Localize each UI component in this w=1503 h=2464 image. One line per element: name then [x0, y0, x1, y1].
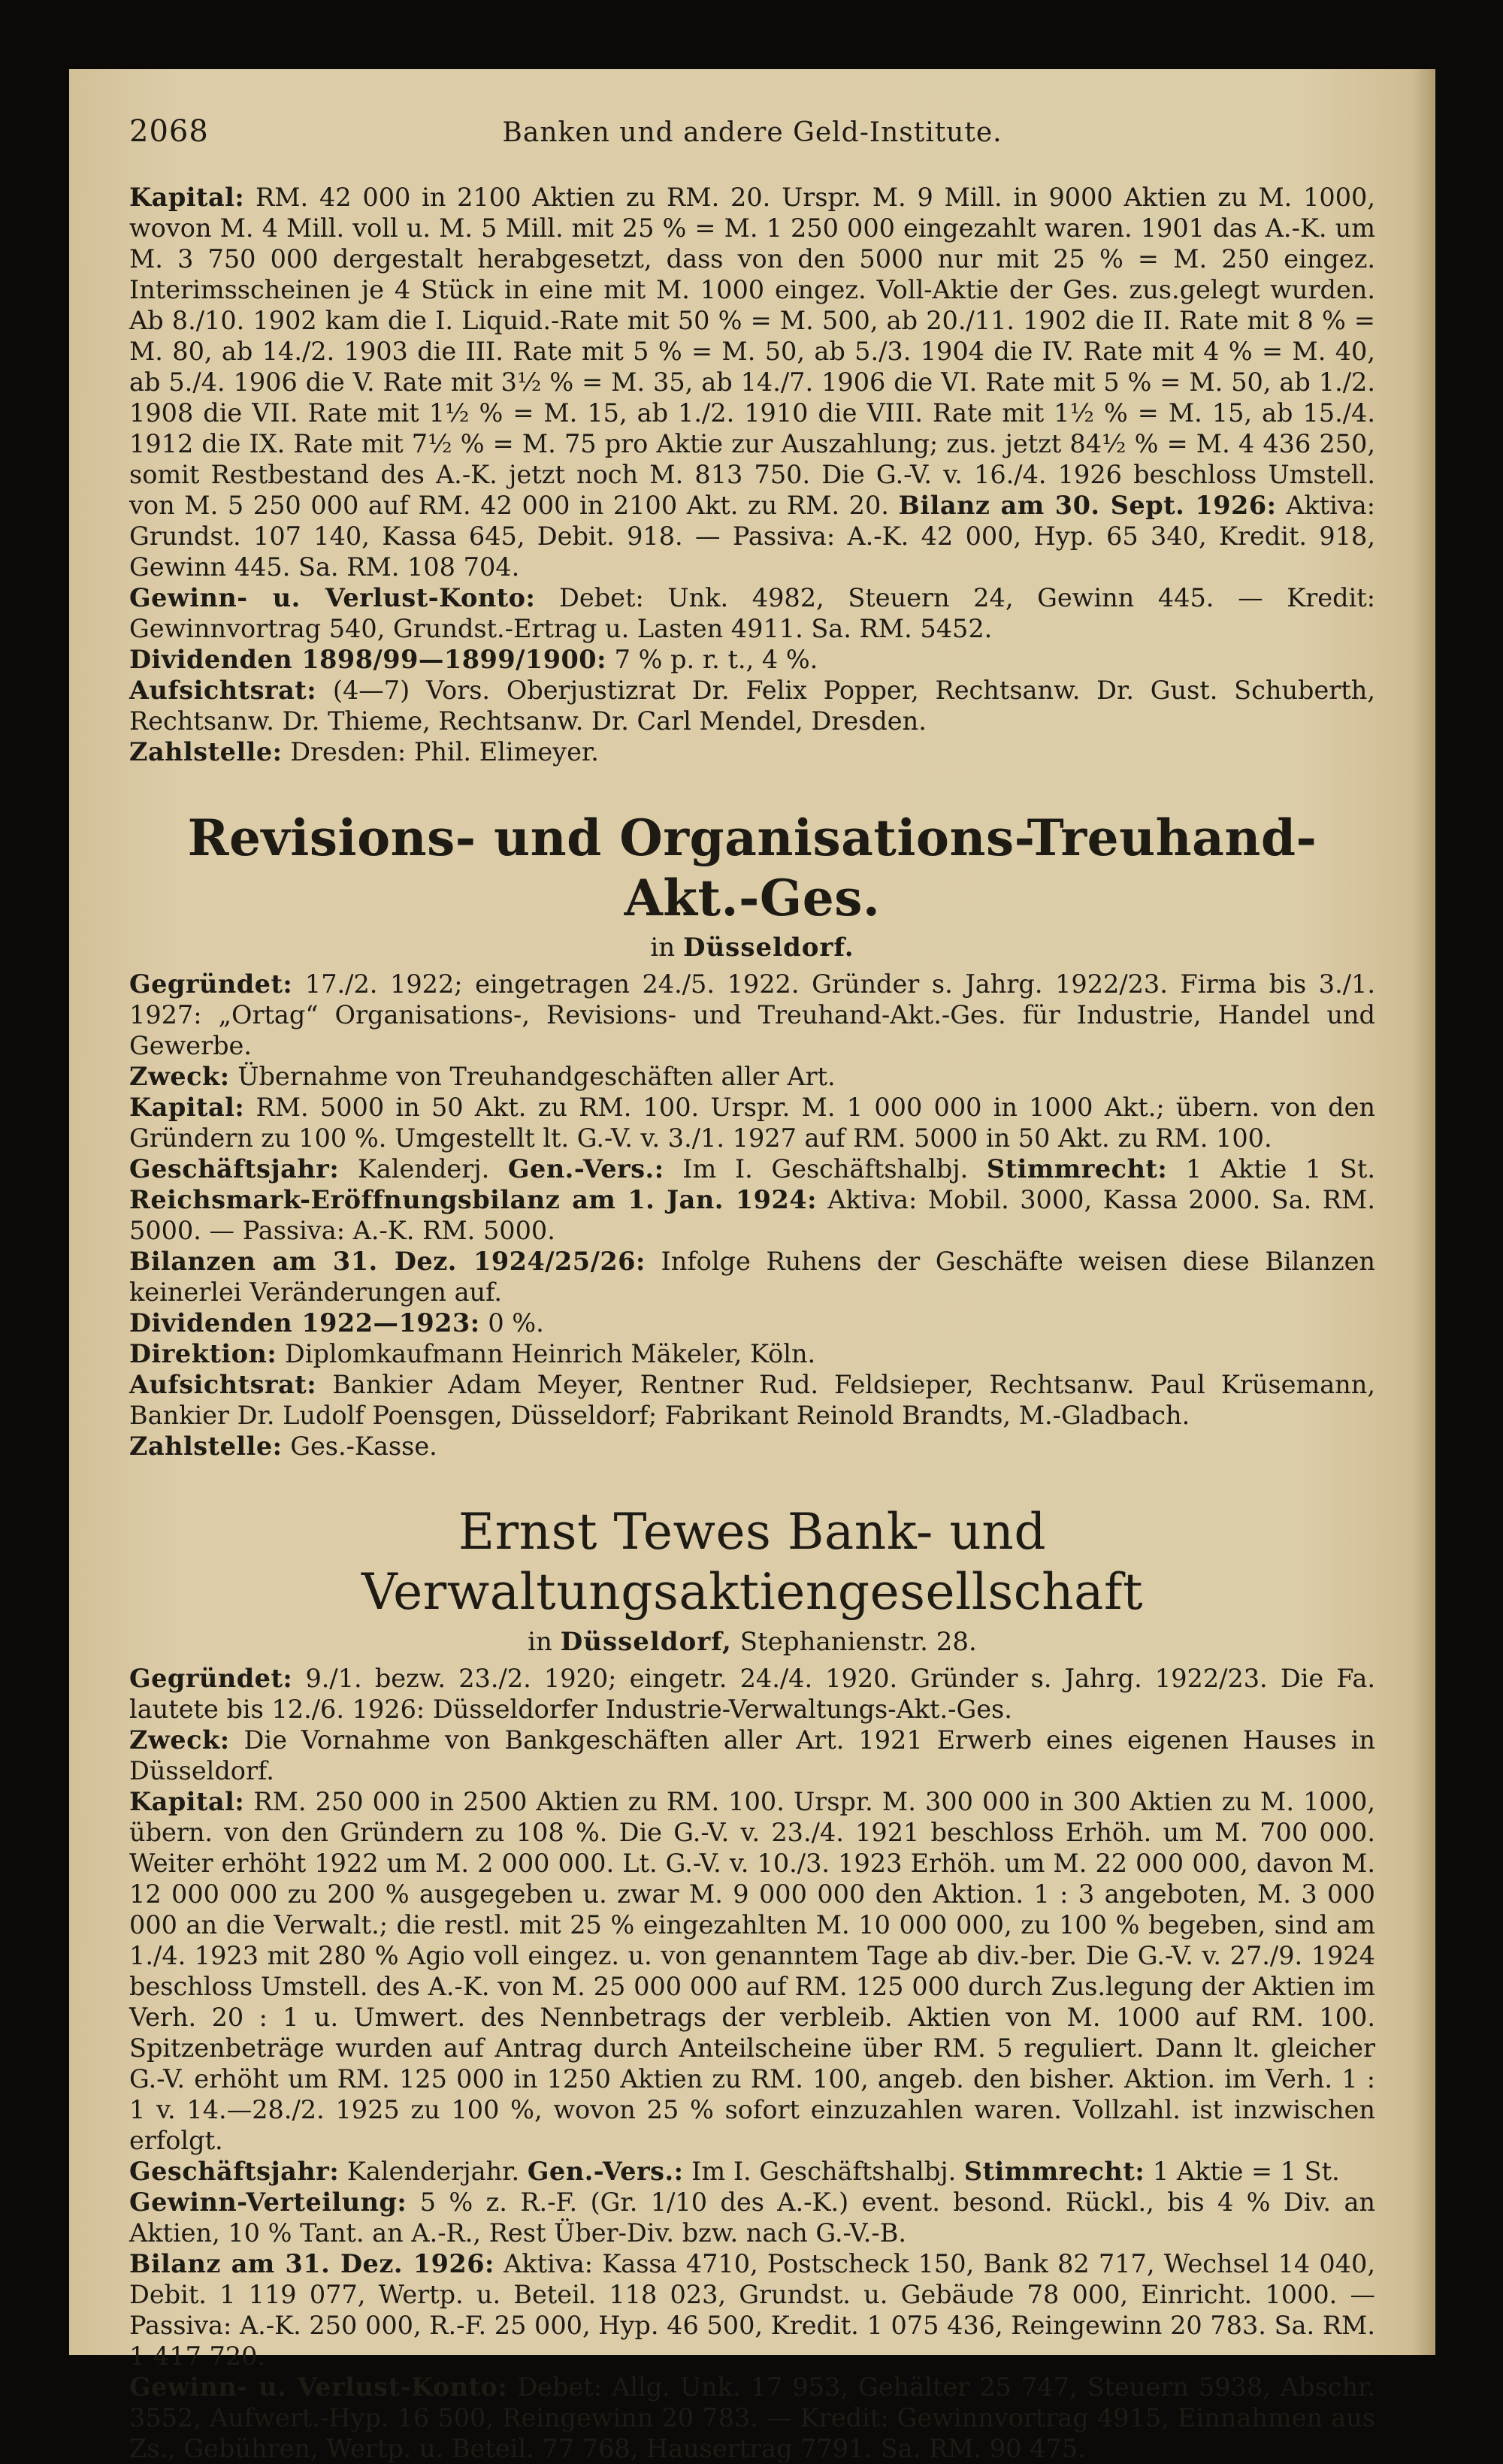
- capital-paragraph: Kapital: RM. 42 000 in 2100 Aktien zu RM. 20. Urspr. M. 9 Mill. in 9000 Aktien zu M. 1000, wovon M. 4 Mill. voll u. M. 5 Mill. mit 25 % = M. 1 250 000 eingezahlt waren. 1901 das A.-K. um M. 3 750 000 dergestalt herabgesetzt, dass von den 5000 nur mit 25 % = M. 250 eingez. Interimsscheinen je 4 Stück in eine mit M. 1000 eingez. Voll-Aktie der Ges. zus.gelegt wurden. Ab 8./10. 1902 kam die I. Liquid.-Rate mit 50 % = M. 500, ab 20./11. 1902 die II. Rate mit 8 % = M. 80, ab 14./2. 1903 die III. Rate mit 5 % = M. 50, ab 5./3. 1904 die IV. Rate mit 4 % = M. 40, ab 5./4. 1906 die V. Rate mit 3½ % = M. 35, ab 14./7. 1906 die VI. Rate mit 5 % = M. 50, ab 1./2. 1908 die VII. Rate mit 1½ % = M. 15, ab 1./2. 1910 die VIII. Rate mit 1½ % = M. 15, ab 15./4. 1912 die IX. Rate mit 7½ % = M. 75 pro Aktie zur Auszahlung; zus. jetzt 84½ % = M. 4 436 250, somit Restbestand des A.-K. jetzt noch M. 813 750. Die G.-V. v. 16./4. 1926 beschloss Umstell. von M. 5 250 000 auf RM. 42 000 in 2100 Akt. zu RM. 20. Bilanz am 30. Sept. 1926: Aktiva: Grundst. 107 140, Kassa 645, Debit. 918. — Passiva: A.-K. 42 000, Hyp. 65 340, Kredit. 918, Gewinn 445. Sa. RM. 108 704.: [129, 183, 1375, 582]
- founded-paragraph: Gegründet: 9./1. bezw. 23./2. 1920; eingetr. 24./4. 1920. Gründer s. Jahrg. 1922/23. Die Fa. lautete bis 12./6. 1926: Düsseldorfer Industrie-Verwaltungs-Akt.-Ges.: [129, 1664, 1375, 1724]
- management-paragraph: Direktion: Diplomkaufmann Heinrich Mäkeler, Köln.: [129, 1339, 816, 1368]
- capital-paragraph: Kapital: RM. 5000 in 50 Akt. zu RM. 100. Urspr. M. 1 000 000 in 1000 Akt.; übern. von den Gründern zu 100 %. Umgestellt lt. G.-V. v. 3./1. 1927 auf RM. 5000 in 50 Akt. zu RM. 100.: [129, 1093, 1375, 1153]
- purpose-paragraph: Zweck: Die Vornahme von Bankgeschäften aller Art. 1921 Erwerb eines eigenen Hauses in Düsseldorf.: [129, 1725, 1375, 1785]
- company-title: Revisions- und Organisations-Treuhand-Akt.-Ges.: [187, 809, 1317, 927]
- profit-distribution-paragraph: Gewinn-Verteilung: 5 % z. R.-F. (Gr. 1/10 des A.-K.) event. besond. Rückl., bis 4 % Div. an Aktien, 10 % Tant. an A.-R., Rest Über-Div. bzw. nach G.-V.-B.: [129, 2187, 1375, 2248]
- balance-paragraph: Bilanz am 31. Dez. 1926: Aktiva: Kassa 4710, Postscheck 150, Bank 82 717, Wechsel 14 040, Debit. 1 119 077, Wertp. u. Beteil. 118 023, Grundst. u. Gebäude 78 000, Einricht. 1000. — Passiva: A.-K. 250 000, R.-F. 25 000, Hyp. 46 500, Kredit. 1 075 436, Reingewinn 20 783. Sa. RM. 1 417 720.: [129, 2249, 1376, 2371]
- company-location: in Düsseldorf.: [650, 933, 854, 963]
- running-head: [129, 114, 1375, 182]
- entry-continued: [129, 182, 1375, 767]
- page-number: 2068: [129, 114, 209, 149]
- purpose-paragraph: Zweck: Übernahme von Treuhandgeschäften aller Art.: [129, 1062, 836, 1091]
- running-title: Banken und andere Geld-Institute.: [502, 117, 1003, 148]
- paying-agent-paragraph: Zahlstelle: Ges.-Kasse.: [129, 1432, 437, 1461]
- page-gutter-shadow: [1413, 69, 1435, 2355]
- supervisory-board-paragraph: Aufsichtsrat: (4—7) Vors. Oberjustizrat Dr. Felix Popper, Rechtsanw. Dr. Gust. Schuberth, Rechtsanw. Dr. Thieme, Rechtsanw. Dr. Carl Mendel, Dresden.: [129, 676, 1375, 736]
- fiscal-year-paragraph: Geschäftsjahr: Kalenderj. Gen.-Vers.: Im I. Geschäftshalbj. Stimmrecht: 1 Aktie 1 St. Reichsmark-Eröffnungsbilanz am 1. Jan. 1924: Aktiva: Mobil. 3000, Kassa 2000. Sa. RM. 5000. — Passiva: A.-K. RM. 5000.: [129, 1154, 1375, 1245]
- dividends-paragraph: Dividenden 1922—1923: 0 %.: [129, 1308, 544, 1338]
- supervisory-board-paragraph: Aufsichtsrat: Bankier Adam Meyer, Rentner Rud. Feldsieper, Rechtsanw. Paul Krüsemann, Bankier Dr. Ludolf Poensgen, Düsseldorf; Fabrikant Reinold Brandts, M.-Gladbach.: [129, 1370, 1375, 1430]
- company-location: in Düsseldorf, Stephanienstr. 28.: [528, 1627, 977, 1657]
- dividends-paragraph: Dividenden 1898/99—1899/1900: 7 % p. r. t., 4 %.: [129, 645, 818, 674]
- entry-ernst-tewes: [129, 1502, 1375, 2464]
- founded-paragraph: Gegründet: 17./2. 1922; eingetragen 24./5. 1922. Gründer s. Jahrg. 1922/23. Firma bis 3./1. 1927: „Ortag“ Organisations-, Revisions- und Treuhand-Akt.-Ges. für Industrie, Handel und Gewerbe.: [129, 969, 1375, 1060]
- entry-revisions-treuhand: [129, 808, 1375, 1462]
- book-page: [69, 69, 1435, 2463]
- capital-paragraph: Kapital: RM. 250 000 in 2500 Aktien zu RM. 100. Urspr. M. 300 000 in 300 Aktien zu M. 1000, übern. von den Gründern zu 108 %. Die G.-V. v. 23./4. 1921 beschloss Erhöh. um M. 700 000. Weiter erhöht 1922 um M. 2 000 000. Lt. G.-V. v. 10./3. 1923 Erhöh. um M. 22 000 000, davon M. 12 000 000 zu 200 % ausgegeben u. zwar M. 9 000 000 den Aktion. 1 : 3 angeboten, M. 3 000 000 an die Verwalt.; die restl. mit 25 % eingezahlten M. 10 000 000, zu 100 % begeben, sind am 1./4. 1923 mit 280 % Agio voll eingez. u. von genanntem Tage ab div.-ber. Die G.-V. v. 27./9. 1924 beschloss Umstell. des A.-K. von M. 25 000 000 auf RM. 125 000 durch Zus.legung der Aktien im Verh. 20 : 1 u. Umwert. des Nennbetrags der verbleib. Aktien von M. 1000 auf RM. 100. Spitzenbeträge wurden auf Antrag durch Anteilscheine über RM. 5 reguliert. Dann lt. gleicher G.-V. erhöht um RM. 125 000 in 1250 Aktien zu RM. 100, angeb. den bisher. Aktion. im Verh. 1 : 1 v. 14.—28./2. 1925 zu 100 %, wovon 25 % sofort einzuzahlen waren. Vollzahl. ist inzwischen erfolgt.: [129, 1787, 1375, 2155]
- profit-loss-paragraph: Gewinn- u. Verlust-Konto: Debet: Unk. 4982, Steuern 24, Gewinn 445. — Kredit: Gewinnvortrag 540, Grundst.-Ertrag u. Lasten 4911. Sa. RM. 5452.: [129, 583, 1375, 643]
- company-title: Ernst Tewes Bank- und Verwaltungsaktiengesellschaft: [361, 1503, 1143, 1621]
- paying-agent-paragraph: Zahlstelle: Dresden: Phil. Elimeyer.: [129, 737, 599, 766]
- fiscal-year-paragraph: Geschäftsjahr: Kalenderjahr. Gen.-Vers.: Im I. Geschäftshalbj. Stimmrecht: 1 Aktie = 1 St.: [129, 2157, 1340, 2186]
- balances-paragraph: Bilanzen am 31. Dez. 1924/25/26: Infolge Ruhens der Geschäfte weisen diese Bilanzen keinerlei Veränderungen auf.: [129, 1247, 1375, 1307]
- profit-loss-paragraph: Gewinn- u. Verlust-Konto: Debet: Allg. Unk. 17 953, Gehälter 25 747, Steuern 5938, Abschr. 3552, Aufwert.-Hyp. 16 500, Reingewinn 20 783. — Kredit: Gewinnvortrag 4915, Einnahmen aus Zs., Gebühren, Wertp. u. Beteil. 77 768, Hausertrag 7791. Sa. RM. 90 475.: [129, 2372, 1375, 2463]
